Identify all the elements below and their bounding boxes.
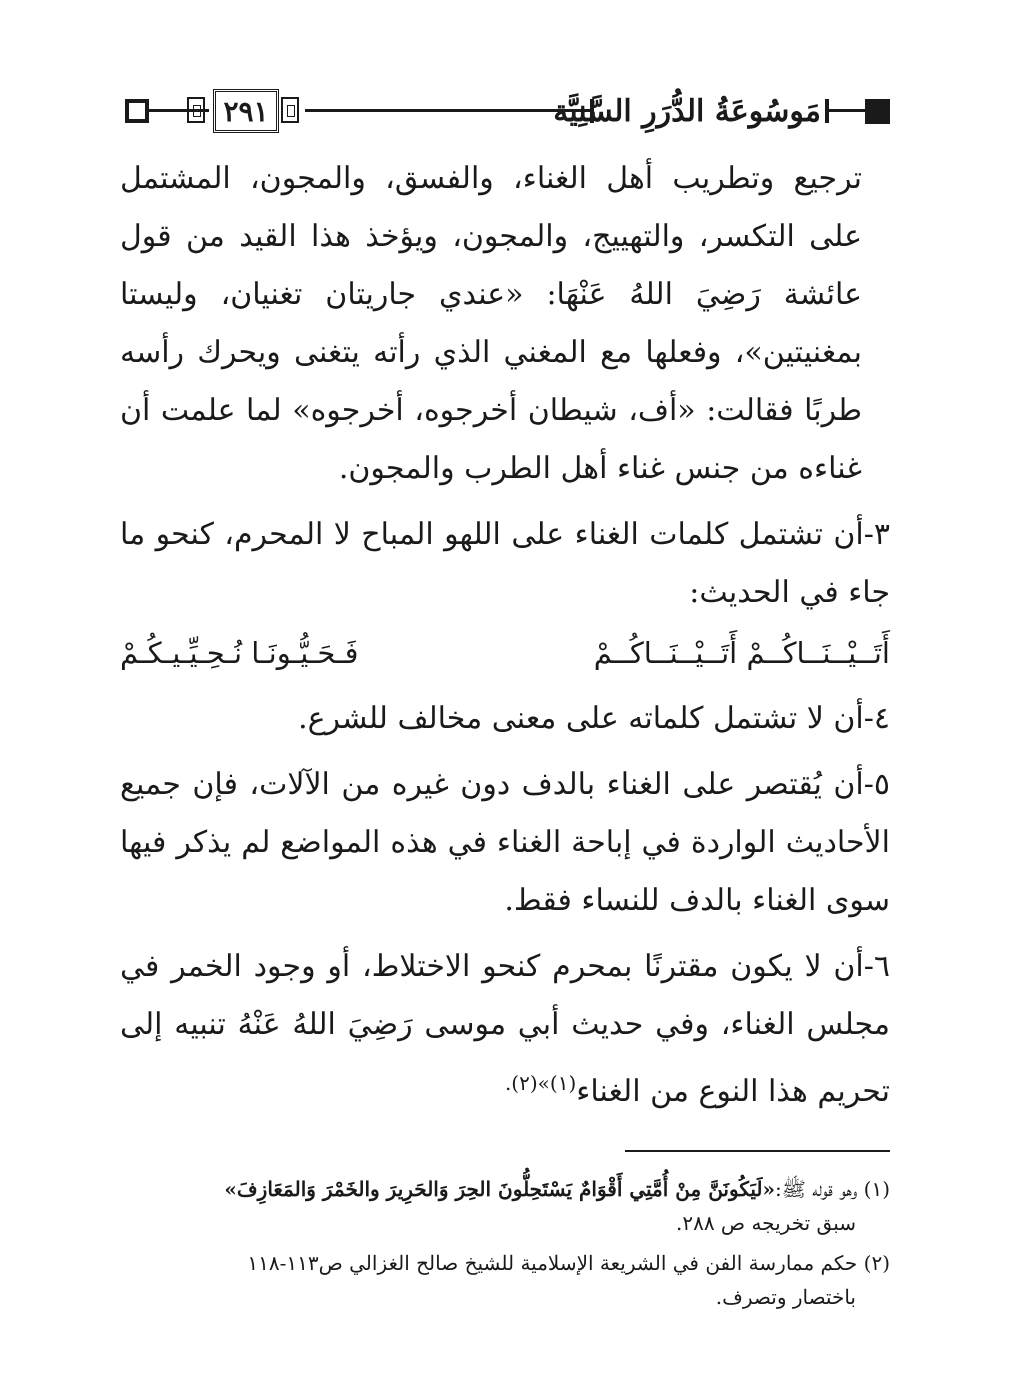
footnote-2 <box>120 1246 890 1314</box>
item-text: أن يُقتصر على الغناء بالدف دون غيره من الآلات، فإن جميع الأحاديث الواردة في إباحة الغناء في هذه المواضع لم يذكر فيها سوى الغناء بالدف للنساء فقط. <box>120 767 890 918</box>
footnote-1 <box>120 1172 890 1240</box>
item-number: ٦- <box>863 949 890 984</box>
item-number: ٥- <box>863 767 890 802</box>
list-item-3 <box>120 506 890 622</box>
footnote-text: حكم ممارسة الفن في الشريعة الإسلامية للشيخ صالح الغزالي ص١١٣-١١٨ <box>247 1251 858 1275</box>
verse-first-hemistich: أَتَــيْــنَــاكُــمْ أَتَــيْــنَــاكُــمْ <box>593 636 890 670</box>
header-right-square-ornament <box>865 99 890 124</box>
item-text: أن تشتمل كلمات الغناء على اللهو المباح لا المحرم، كنحو ما جاء في الحديث: <box>120 517 890 610</box>
page-header <box>125 86 890 142</box>
footnote-separator <box>625 1150 890 1152</box>
header-middle-rule <box>305 109 590 112</box>
paragraph-continuation: ترجيع وتطريب أهل الغناء، والفسق، والمجون، المشتمل على التكسر، والتهييج، والمجون، ويؤخذ هذا القيد من قول عائشة رَضِيَ اللهُ عَنْهَا: «عندي جاريتان تغنيان، وليستا بمغنيتين»، وفعلها مع المغني الذي رأته يتغنى ويحرك رأسه طربًا فقالت: «أف، شيطان أخرجوه، أخرجوه» لما علمت أن غناءه من جنس غناء أهل الطرب والمجون. <box>120 161 862 486</box>
footnote-marker: (١) <box>863 1177 890 1201</box>
footnote-continuation: باختصار وتصرف. <box>715 1285 856 1309</box>
item-text: أن لا يكون مقترنًا بمحرم كنحو الاختلاط، أو وجود الخمر في مجلس الغناء، وفي حديث أبي موسى رَضِيَ اللهُ عَنْهُ تنبيه إلى تحريم هذا النوع من الغناء <box>120 949 890 1109</box>
footnote-continuation: سبق تخريجه ص ٢٨٨. <box>675 1211 856 1235</box>
footnote-lead: وهو قوله ﷺ: <box>775 1177 858 1201</box>
header-knot-ornament-left <box>187 97 205 123</box>
footnote-marker: (٢) <box>863 1251 890 1275</box>
header-knot-ornament-right <box>281 97 299 123</box>
main-text <box>120 150 890 1121</box>
header-left-square-ornament <box>125 99 149 123</box>
list-item-6 <box>120 938 890 1121</box>
verse-second-hemistich: فَـحَـيُّـونَـا نُـحِـيِّـيـكُـمْ <box>120 636 359 670</box>
list-item-5 <box>120 756 890 930</box>
header-right-rule <box>829 109 865 112</box>
list-item-4 <box>120 690 890 748</box>
hadith-quote: «لَيَكُونَنَّ مِنْ أُمَّتِي أَقْوَامٌ يَسْتَحِلُّونَ الحِرَ وَالحَرِيرَ والخَمْرَ وَالمَعَازِفَ» <box>224 1177 775 1201</box>
footnote-refs: (١)»(٢). <box>504 1071 577 1095</box>
item-text: أن لا تشتمل كلماته على معنى مخالف للشرع. <box>298 701 864 736</box>
item-number: ٤- <box>863 701 890 736</box>
page-number: ٢٩١ <box>213 89 279 133</box>
book-title: مَوسُوعَةُ الدُّرَرِ السَّنِيَّة <box>553 94 821 129</box>
footnotes <box>120 1172 890 1320</box>
item-number: ٣- <box>863 517 890 552</box>
poetry-verse <box>120 624 890 682</box>
